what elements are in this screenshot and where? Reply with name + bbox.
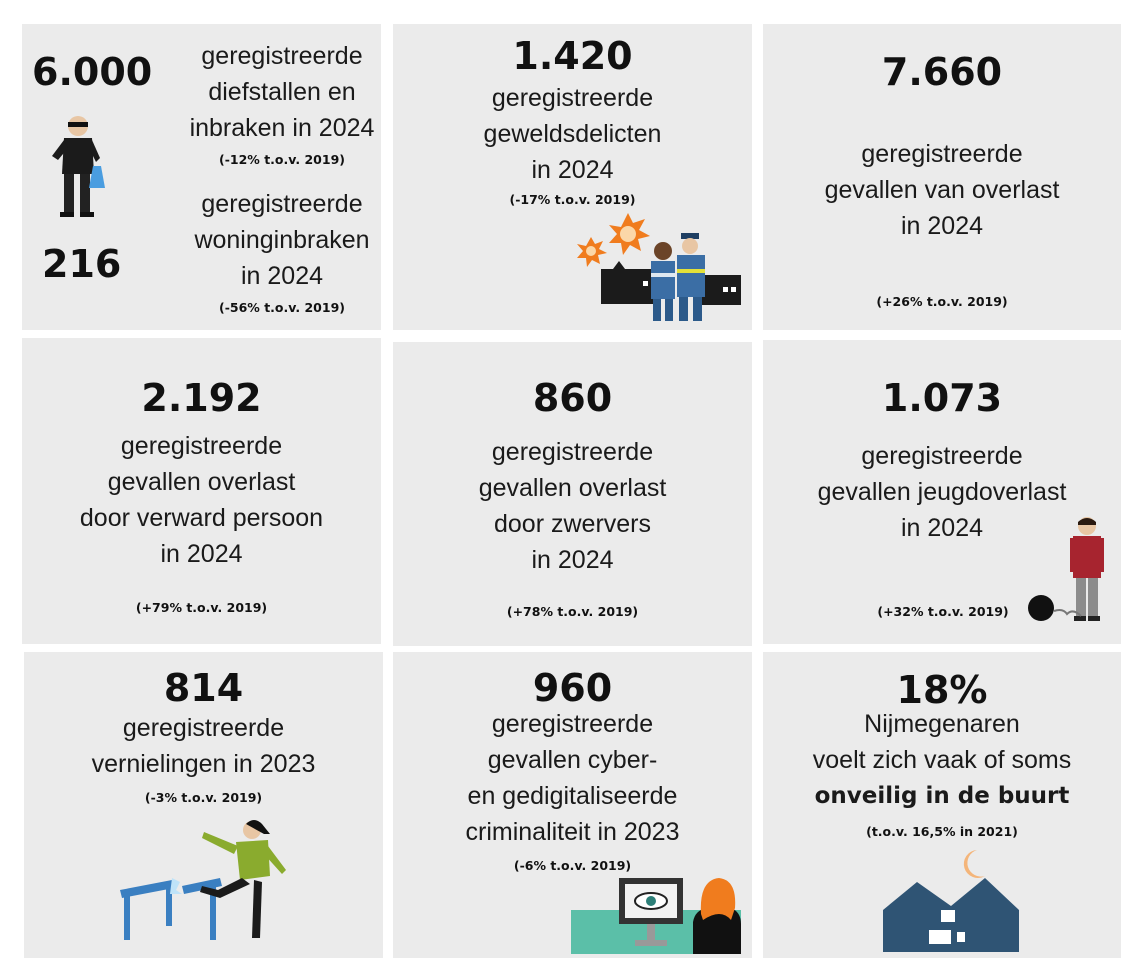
unsafe-emphasis: onveilig in de buurt xyxy=(814,783,1070,809)
tile-confused-person xyxy=(22,338,381,644)
text-line: en gedigitaliseerde xyxy=(467,782,678,810)
text-line: gevallen overlast xyxy=(107,468,296,496)
violence-number: 1.420 xyxy=(512,34,633,78)
theft-change: (-12% t.o.v. 2019) xyxy=(219,152,345,167)
text-line: gevallen jeugdoverlast xyxy=(817,478,1067,506)
text-line: gevallen cyber- xyxy=(487,746,658,774)
text-line: vernielingen in 2023 xyxy=(91,750,316,778)
text-line: geregistreerde xyxy=(491,84,654,112)
text-line: woninginbraken xyxy=(194,226,370,254)
nuisance-number: 7.660 xyxy=(881,50,1003,94)
homeless-text xyxy=(393,434,752,578)
text-line: geregistreerde xyxy=(122,714,285,742)
burglary-change: (-56% t.o.v. 2019) xyxy=(219,300,345,315)
tile-homeless xyxy=(393,342,752,646)
confused-text xyxy=(22,428,381,572)
confused-change: (+79% t.o.v. 2019) xyxy=(135,600,268,615)
tile-violence xyxy=(393,24,752,330)
homeless-number: 860 xyxy=(532,376,613,420)
tile-unsafe xyxy=(763,652,1121,958)
violence-text xyxy=(393,80,752,188)
burglary-number: 216 xyxy=(42,242,122,286)
violence-change: (-17% t.o.v. 2019) xyxy=(509,192,636,207)
text-line: door zwervers xyxy=(494,510,651,538)
text-line: gevallen van overlast xyxy=(824,176,1060,204)
text-line: inbraken in 2024 xyxy=(189,114,375,142)
youth-change: (+32% t.o.v. 2019) xyxy=(877,604,1009,619)
text-line: diefstallen en xyxy=(208,78,356,106)
unsafe-text xyxy=(763,706,1121,814)
text-line: in 2024 xyxy=(900,212,984,240)
vandalism-text xyxy=(24,710,383,782)
text-line: in 2024 xyxy=(240,262,324,290)
police-officers-icon xyxy=(573,209,743,324)
cyber-number: 960 xyxy=(532,666,613,710)
houses-moon-icon xyxy=(883,848,1019,952)
text-line: in 2024 xyxy=(531,546,614,574)
computer-eye-icon xyxy=(571,874,743,954)
burglar-icon xyxy=(46,114,106,219)
tile-youth xyxy=(763,340,1121,644)
tile-cyber xyxy=(393,652,752,958)
burglary-text xyxy=(162,186,402,294)
vandalism-number: 814 xyxy=(163,666,244,710)
nuisance-change: (+26% t.o.v. 2019) xyxy=(876,294,1008,309)
theft-text xyxy=(162,38,402,146)
tile-nuisance xyxy=(763,24,1121,330)
confused-number: 2.192 xyxy=(141,376,262,420)
unsafe-change: (t.o.v. 16,5% in 2021) xyxy=(866,824,1018,839)
nuisance-text xyxy=(763,136,1121,244)
text-line: in 2024 xyxy=(531,156,614,184)
text-line: geregistreerde xyxy=(201,190,363,218)
text-line: in 2024 xyxy=(160,540,243,568)
tile-theft xyxy=(22,24,381,330)
theft-number: 6.000 xyxy=(32,50,153,94)
text-line: geregistreerde xyxy=(861,442,1023,470)
vandal-kicking-fence-icon xyxy=(120,820,310,945)
text-line: geregistreerde xyxy=(861,140,1023,168)
text-line: geregistreerde xyxy=(120,432,283,460)
vandalism-change: (-3% t.o.v. 2019) xyxy=(144,790,263,805)
text-line: geregistreerde xyxy=(201,42,363,70)
cyber-text xyxy=(393,706,752,850)
tile-vandalism xyxy=(24,652,383,958)
text-line: door verward persoon xyxy=(79,504,324,532)
text-line: geweldsdelicten xyxy=(483,120,662,148)
cyber-change: (-6% t.o.v. 2019) xyxy=(513,858,632,873)
text-line: geregistreerde xyxy=(491,710,654,738)
text-line: gevallen overlast xyxy=(478,474,667,502)
text-line: voelt zich vaak of soms xyxy=(812,746,1072,774)
text-line: Nijmegenaren xyxy=(864,710,1020,738)
text-line: geregistreerde xyxy=(491,438,654,466)
homeless-change: (+78% t.o.v. 2019) xyxy=(506,604,639,619)
unsafe-number: 18% xyxy=(896,668,988,712)
text-line: in 2024 xyxy=(900,514,984,542)
youth-ball-chain-icon xyxy=(1027,516,1107,626)
text-line: criminaliteit in 2023 xyxy=(465,818,680,846)
youth-number: 1.073 xyxy=(881,376,1003,420)
